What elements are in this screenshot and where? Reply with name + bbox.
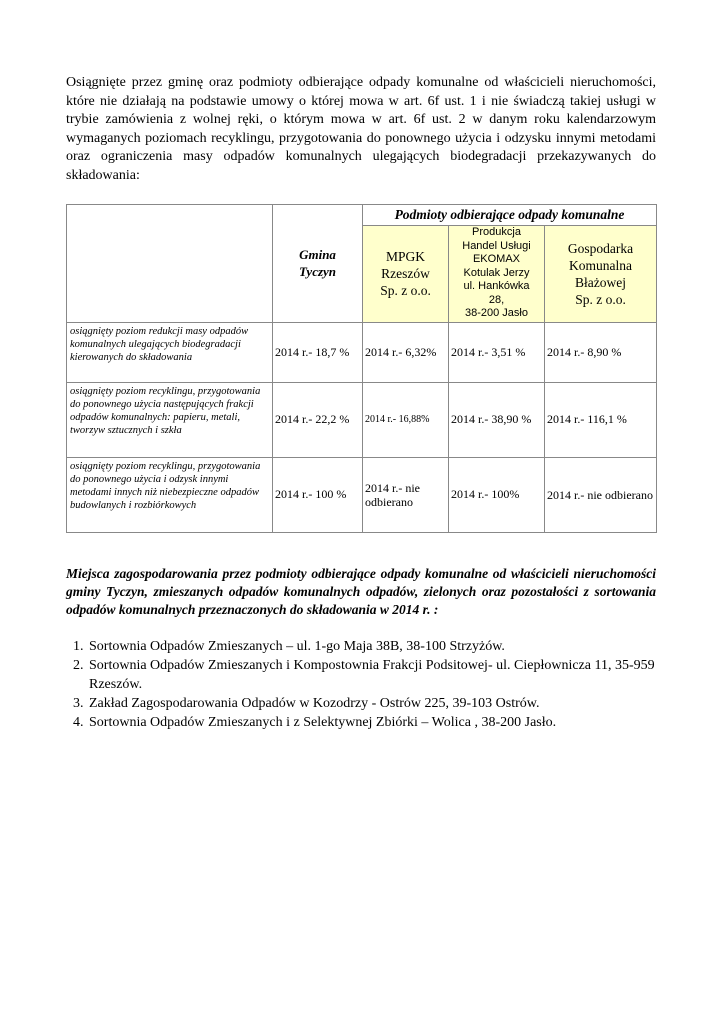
gmina-header-line: Tyczyn bbox=[298, 264, 337, 280]
company-header-mpgk bbox=[363, 225, 449, 322]
table-row bbox=[67, 322, 657, 382]
row-label: osiągnięty poziom recyklingu, przygotowania do ponownego użycia następujących frakcji odpadów komunalnych: papieru, metali, tworzyw sztucznych i szkła bbox=[67, 382, 273, 457]
gmina-header-cell bbox=[273, 204, 363, 322]
blazowa-value: 2014 r.- 8,90 % bbox=[545, 322, 657, 382]
company-name-line: Produkcja bbox=[472, 226, 521, 239]
row-label: osiągnięty poziom redukcji masy odpadów komunalnych ulegających biodegradacji kierowanych do składowania bbox=[67, 322, 273, 382]
mpgk-value: 2014 r.- nie odbierano bbox=[363, 457, 449, 532]
company-header-blazowa bbox=[545, 225, 657, 322]
company-name-line: ul. Hankówka bbox=[463, 280, 530, 293]
document-page bbox=[66, 74, 656, 732]
company-name-line: 38-200 Jasło bbox=[465, 307, 528, 320]
list-item: 1. Sortownia Odpadów Zmieszanych – ul. 1-go Maja 38B, 38-100 Strzyżów. bbox=[87, 637, 656, 656]
company-name-line: Sp. z o.o. bbox=[575, 291, 626, 307]
company-name-line: Handel Usługi bbox=[462, 239, 531, 252]
section-heading: Miejsca zagospodarowania przez podmioty odbierające odpady komunalne od właścicieli nieruchomości gminy Tyczyn, zmieszanych odpadów komunalnych odpadów, zielonych oraz pozostałości z sortowania odpadów komunalnych przeznaczonych do składowania w 2014 r. : bbox=[66, 565, 656, 617]
gmina-header-line: Gmina bbox=[299, 247, 336, 263]
blazowa-value: 2014 r.- 116,1 % bbox=[545, 382, 657, 457]
blazowa-value: 2014 r.- nie odbierano bbox=[545, 457, 657, 532]
company-name-line: Rzeszów bbox=[381, 266, 430, 282]
company-name-line: Gospodarka bbox=[567, 240, 634, 256]
mpgk-value: 2014 r.- 6,32% bbox=[363, 322, 449, 382]
gmina-value: 2014 r.- 22,2 % bbox=[273, 382, 363, 457]
gmina-value: 2014 r.- 100 % bbox=[273, 457, 363, 532]
ekomax-value: 2014 r.- 38,90 % bbox=[449, 382, 545, 457]
table-row bbox=[67, 457, 657, 532]
intro-paragraph: Osiągnięte przez gminę oraz podmioty odbierające odpady komunalne od właścicieli nieruchomości, które nie działają na podstawie umowy o której mowa w art. 6f ust. 1 i nie świadczą takiej usługi w trybie zamówienia z wolnej ręki, o którym mowa w art. 6f ust. 2 w danym roku kalendarzowym wymaganych poziomach recyklingu, przygotowania do ponownego użycia i odzysku innymi metodami oraz ograniczenia masy odpadów komunalnych ulegających biodegradacji przekazywanych do składowania: bbox=[66, 75, 656, 183]
facility-list bbox=[66, 637, 656, 732]
ekomax-value: 2014 r.- 100% bbox=[449, 457, 545, 532]
row-label: osiągnięty poziom recyklingu, przygotowania do ponownego użycia i odzysk innymi metodami innych niż niebezpieczne odpadów budowlanych i rozbiórkowych bbox=[67, 457, 273, 532]
mpgk-value: 2014 r.- 16,88% bbox=[363, 382, 449, 457]
company-name-line: Sp. z o.o. bbox=[380, 283, 431, 299]
empty-header-cell bbox=[67, 204, 273, 322]
list-item: 2. Sortownia Odpadów Zmieszanych i Kompostownia Frakcji Podsitowej- ul. Ciepłownicza 11, 35-959 Rzeszów. bbox=[87, 656, 656, 694]
company-header-ekomax bbox=[449, 225, 545, 322]
table-header-row bbox=[67, 204, 657, 225]
operators-group-header: Podmioty odbierające odpady komunalne bbox=[363, 204, 657, 225]
company-name-line: Błażowej bbox=[575, 274, 626, 290]
company-name-line: MPGK bbox=[385, 249, 425, 265]
company-name-line: EKOMAX bbox=[472, 253, 521, 266]
list-item: 4. Sortownia Odpadów Zmieszanych i z Selektywnej Zbiórki – Wolica , 38-200 Jasło. bbox=[87, 713, 656, 732]
company-name-line: 28, bbox=[488, 293, 505, 306]
recycling-levels-table bbox=[66, 204, 657, 533]
gmina-value: 2014 r.- 18,7 % bbox=[273, 322, 363, 382]
ekomax-value: 2014 r.- 3,51 % bbox=[449, 322, 545, 382]
company-name-line: Komunalna bbox=[569, 257, 632, 273]
table-row bbox=[67, 382, 657, 457]
list-item: 3. Zakład Zagospodarowania Odpadów w Kozodrzy - Ostrów 225, 39-103 Ostrów. bbox=[87, 694, 656, 713]
company-name-line: Kotulak Jerzy bbox=[463, 266, 530, 279]
